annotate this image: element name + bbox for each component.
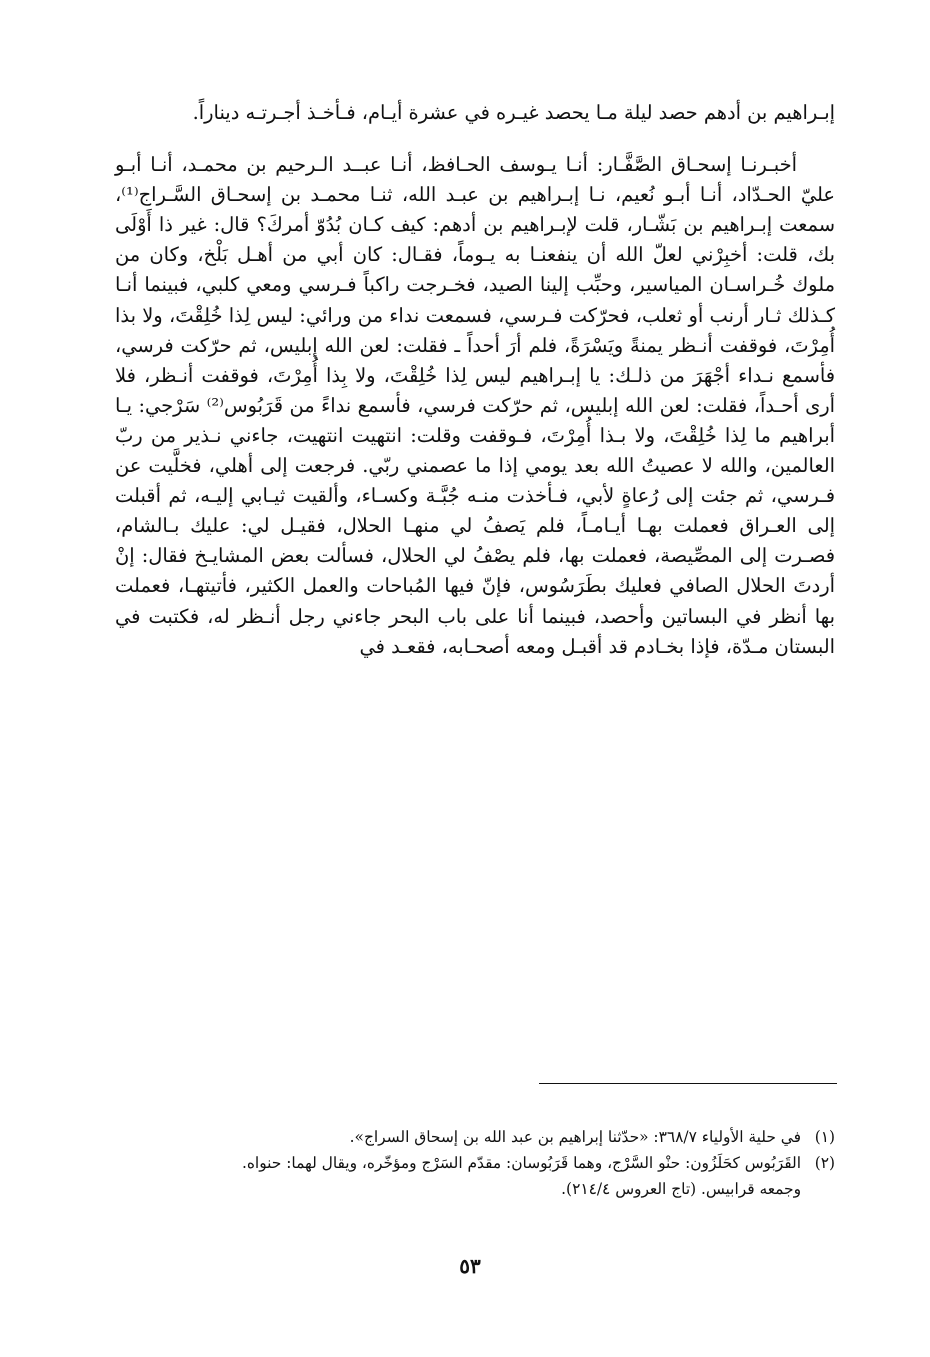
footnote-2-continuation: وجمعه قرابيس. (تاج العروس ٢١٤/٤).: [561, 1180, 801, 1198]
page-number: ٥٣: [459, 1254, 481, 1278]
paragraph-2: أخبـرنـا إسحـاق الصَّفَّـار: أنـا يـوسف الحـافظ، أنـا عبــد الـرحيم بن محمـد، أنـا أبـو عليّ الحـدّاد، أنـا أبـو نُعيم، نـا إبـراهيم بن عبـد الله، ثنـا محمـد بن إسحـاق السَّـراج⁽¹⁾، سمعت إبـراهيم بن بَشّـار، قلت لإبـراهيم بن أدهم: كيف كـان بُدُوّ أمركَ؟ قال: غير ذا أَوْلَى بك، قلت: أخبِرْني لعلّ الله أن ينفعنـا به يـوماً، فقـال: كان أبي من أهـل بَلْخ، وكان من ملوك خُـراسـان المياسير، وحبِّب إلينا الصيد، فخـرجت راكباً فـرسي ومعي كلبي، فبينما أنـا كـذلك ثـار أرنب أو ثعلب، فحرّكت فـرسي، فسمعت نداء من ورائي: ليس لِذا خُلِقْتَ، ولا بذا أُمِرْتَ، فوقفت أنـظر يمنةً ويَسْرَةً، فلم أرَ أحداً ـ فقلت: لعن الله إبليس، ثم حرّكت فرسي، فأسمع نـداء أجْهَرَ من ذلـك: يا إبـراهيم ليس لِذا خُلِقْتَ، ولا بِذا أُمِرْتَ، فوقفت أنـظر، فلا أرى أحـداً، فقلت: لعن الله إبليس، ثم حرّكت فرسي، فأسمع نداءً من قَرَبُوس⁽²⁾ سَرْجي: يـا أبراهيم ما لِذا خُلِقْتَ، ولا بـذا أُمِرْتَ، فـوقفت وقلت: انتهيت انتهيت، جاءني نـذير من ربّ العالمين، والله لا عصيتُ الله بعد يومي إذا ما عصمني ربّي. فرجعت إلى أهلي، فخلَّيت عن فـرسي، ثم جئت إلى رُعاةٍ لأبي، فـأخذت منـه جُبَّـة وكسـاء، وألقيت ثيـابي إليـه، ثم أقبلت إلى العـراق فعملت بهـا أيـامـاً، فلم يَصفُ لي منهـا الحلال، فقيـل لي: عليك بـالشام، فصـرت إلى المصِّيصة، فعملت بها، فلم يصْفُ لي الحلال، فسألت بعض المشايـخ فقال: إنْ أردتَ الحلال الصافي فعليك بطَرَسُوس، فإنّ فيها المُباحات والعمل الكثير، فأتيتهـا، فعملت بها أنظر في البساتين وأحصد، فبينما أنا على باب البحر جاءني رجل أنـظر له، فكتبت في البستان مـدّة، فإذا بخـادم قد أقبـل ومعه أصحـابه، فقعـد في: [115, 153, 836, 658]
main-text: [115, 98, 835, 662]
footnotes: [115, 1124, 835, 1202]
footnote-2: [115, 1150, 835, 1176]
paragraph-1: إبـراهيم بن أدهم حصد ليلة مـا يحصد غيـره في عشرة أيـام، فـأخـذ أجـرتـه ديناراً.: [192, 101, 835, 124]
footnote-1-text: في حلية الأولياء ٣٦٨/٧: «حدّثنا إبراهيم بن عبد الله بن إسحاق السراج».: [349, 1128, 801, 1146]
footnote-2-number: (٢): [814, 1154, 835, 1172]
footnote-separator: [539, 1083, 837, 1084]
footnote-1: [115, 1124, 835, 1150]
footnote-1-number: (١): [814, 1128, 835, 1146]
footnote-2-text: القَرَبُوس كحَلَزُون: حنْو السَّرْج، وهما قَرَبُوسان: مقدّم السَرْج ومؤخّره، ويقال لهما: حنواه.: [241, 1154, 801, 1172]
